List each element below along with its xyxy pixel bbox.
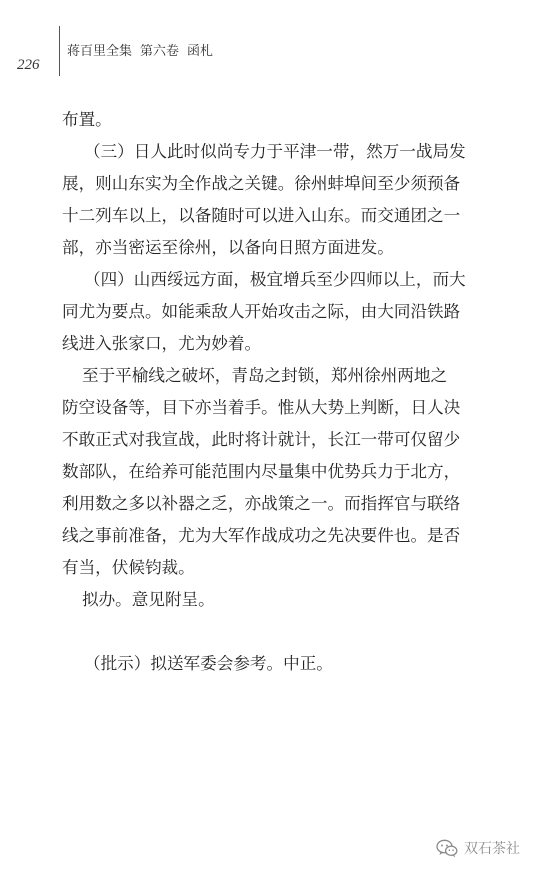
text-line: 防空设备等，目下亦当着手。惟从大势上判断，日人决: [62, 398, 461, 417]
page-header: [17, 26, 237, 76]
text-line: 部，亦当密运至徐州，以备向日照方面进发。: [62, 238, 394, 257]
paragraph-gap: [62, 619, 494, 651]
body-text: [62, 107, 494, 683]
text-line: 十二列车以上，以备随时可以进入山东。而交通团之一: [62, 206, 461, 225]
volume-label: 第六卷: [140, 44, 180, 59]
text-line: 数部队，在给养可能范围内尽量集中优势兵力于北方，: [62, 462, 461, 481]
text-line: 布置。: [62, 110, 112, 129]
text-line: 有当，伏候钧裁。: [62, 558, 195, 577]
text-line: 至于平榆线之破坏，青岛之封锁，郑州徐州两地之: [82, 366, 448, 385]
running-head: [67, 44, 213, 60]
text-line: 展，则山东实为全作战之关键。徐州蚌埠间至少须预备: [62, 174, 461, 193]
watermark-text: 双石茶社: [464, 841, 520, 857]
text-line: 线之事前准备，尤为大军作战成功之先决要件也。是否: [62, 526, 461, 545]
text-line: 同尤为要点。如能乘敌人开始攻击之际，由大同沿铁路: [62, 302, 461, 321]
text-line: （批示）拟送军委会参考。中正。: [84, 654, 333, 673]
page-number: 226: [17, 57, 40, 73]
text-line: 拟办。意见附呈。: [82, 590, 215, 609]
wechat-logo-icon: [436, 839, 458, 858]
text-line: 不敢正式对我宣战，此时将计就计，长江一带可仅留少: [62, 430, 461, 449]
text-line: 利用数之多以补器之乏，亦战策之一。而指挥官与联络: [62, 494, 461, 513]
text-line: （四）山西绥远方面，极宜增兵至少四师以上，而大: [84, 270, 466, 289]
watermark: [436, 838, 520, 858]
section-label: 函札: [187, 44, 214, 59]
header-divider: [59, 26, 60, 76]
text-line: 线进入张家口，尤为妙着。: [62, 334, 262, 353]
book-title: 蒋百里全集: [67, 44, 133, 59]
text-line: （三）日人此时似尚专力于平津一带，然万一战局发: [84, 142, 466, 161]
